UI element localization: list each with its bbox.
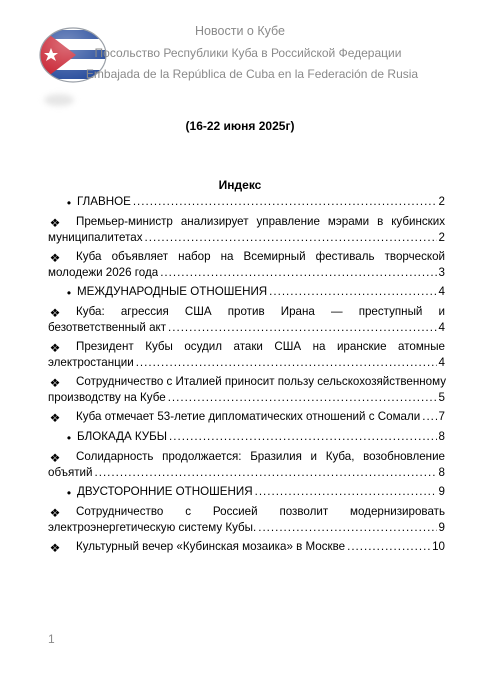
toc-page: 2 — [438, 231, 445, 244]
toc-section[interactable] — [48, 485, 445, 502]
header-embassy-ru: Посольство Республики Куба в Российской Федерации — [94, 46, 402, 60]
toc-section[interactable] — [48, 430, 445, 447]
toc-leader — [269, 285, 436, 298]
toc-item[interactable] — [48, 410, 445, 427]
toc-section[interactable] — [48, 285, 445, 302]
toc-item-text-line2: безответственный акт — [48, 321, 167, 334]
toc-item-text-line1: Сотрудничество с Россией позволит модернизировать — [76, 505, 445, 518]
diamond-bullet-icon: ❖ — [49, 411, 61, 425]
toc-page: 3 — [438, 266, 445, 279]
toc-leader — [258, 521, 436, 534]
toc-section-text: МЕЖДУНАРОДНЫЕ ОТНОШЕНИЯ — [77, 285, 268, 298]
toc-item-text-line1: Куба объявляет набор на Всемирный фестиваль творческой — [76, 250, 445, 263]
header-embassy-es: Embajada de la República de Cuba en la Federación de Rusia — [85, 67, 419, 81]
diamond-bullet-icon: ❖ — [49, 541, 61, 555]
toc-section-text: ГЛАВНОЕ — [77, 195, 131, 208]
toc-item-text-line2: молодежи 2026 года — [48, 266, 159, 279]
toc-item-text-line2: производству на Кубе — [48, 391, 166, 404]
date-range: (16-22 июня 2025г) — [185, 119, 295, 133]
toc-leader — [168, 391, 437, 404]
diamond-bullet-icon: ❖ — [49, 506, 61, 520]
toc-section-text: БЛОКАДА КУБЫ — [77, 430, 168, 443]
toc-leader — [347, 540, 430, 553]
index-title: Индекс — [218, 178, 262, 192]
toc-item-text-line2: электростанции — [48, 356, 134, 369]
toc-page: 4 — [438, 356, 445, 369]
toc-leader — [168, 321, 437, 334]
toc-item-text: Культурный вечер «Кубинская мозаика» в Москве — [76, 540, 346, 553]
diamond-bullet-icon: ❖ — [49, 451, 61, 465]
page-number: 1 — [48, 632, 55, 646]
toc-leader — [169, 430, 437, 443]
toc-page: 2 — [438, 195, 445, 208]
toc-item-text-line1: Сотрудничество с Италией приносит пользу сельскохозяйственному — [76, 375, 447, 388]
diamond-bullet-icon: ❖ — [49, 376, 61, 390]
toc-leader — [136, 356, 437, 369]
toc-item-text: Куба отмечает 53-летие дипломатических отношений с Сомали — [76, 410, 421, 423]
toc-page: 8 — [438, 430, 445, 443]
toc-section[interactable] — [48, 195, 445, 212]
toc-page: 5 — [438, 391, 445, 404]
header-title: Новости о Кубе — [195, 24, 285, 38]
toc-page: 8 — [438, 466, 445, 479]
toc-section-text: ДВУСТОРОННИЕ ОТНОШЕНИЯ — [77, 485, 253, 498]
toc-item-text-line2: муниципалитетах — [48, 231, 143, 244]
toc-page: 4 — [438, 321, 445, 334]
toc-item[interactable] — [48, 505, 445, 537]
toc-leader — [95, 466, 437, 479]
logo-shadow — [44, 94, 74, 106]
toc-item-text-line1: Солидарность продолжается: Бразилия и Куба, возобновление — [76, 450, 445, 463]
toc-item[interactable] — [48, 250, 445, 282]
toc-item[interactable] — [48, 375, 445, 407]
toc-page: 4 — [438, 285, 445, 298]
toc-page: 10 — [432, 540, 445, 553]
toc-item-text-line2: объятий — [48, 466, 93, 479]
toc-item[interactable] — [48, 305, 445, 337]
toc-item[interactable] — [48, 340, 445, 372]
bullet-icon: • — [66, 431, 72, 445]
toc-item[interactable] — [48, 540, 445, 557]
toc-item-text-line1: Президент Кубы осудил атаки США на иранские атомные — [76, 340, 445, 353]
toc-leader — [160, 266, 436, 279]
toc-leader — [145, 231, 437, 244]
bullet-icon: • — [66, 196, 72, 210]
bullet-icon: • — [66, 286, 72, 300]
toc-leader — [255, 485, 437, 498]
toc-page: 7 — [438, 410, 445, 423]
toc-leader — [133, 195, 437, 208]
diamond-bullet-icon: ❖ — [49, 251, 61, 265]
toc-leader — [422, 410, 436, 423]
bullet-icon: • — [66, 486, 72, 500]
diamond-bullet-icon: ❖ — [49, 216, 61, 230]
toc-item-text-line1: Куба: агрессия США против Ирана — преступный и — [76, 305, 445, 318]
toc-item[interactable] — [48, 450, 445, 482]
toc-item[interactable] — [48, 215, 445, 247]
diamond-bullet-icon: ❖ — [49, 341, 61, 355]
toc-item-text-line1: Премьер-министр анализирует управление мэрами в кубинских — [76, 215, 445, 228]
table-of-contents — [48, 195, 445, 560]
toc-item-text-line2: электроэнергетическую систему Кубы. — [48, 521, 257, 534]
diamond-bullet-icon: ❖ — [49, 306, 61, 320]
toc-page: 9 — [438, 521, 445, 534]
toc-page: 9 — [438, 485, 445, 498]
